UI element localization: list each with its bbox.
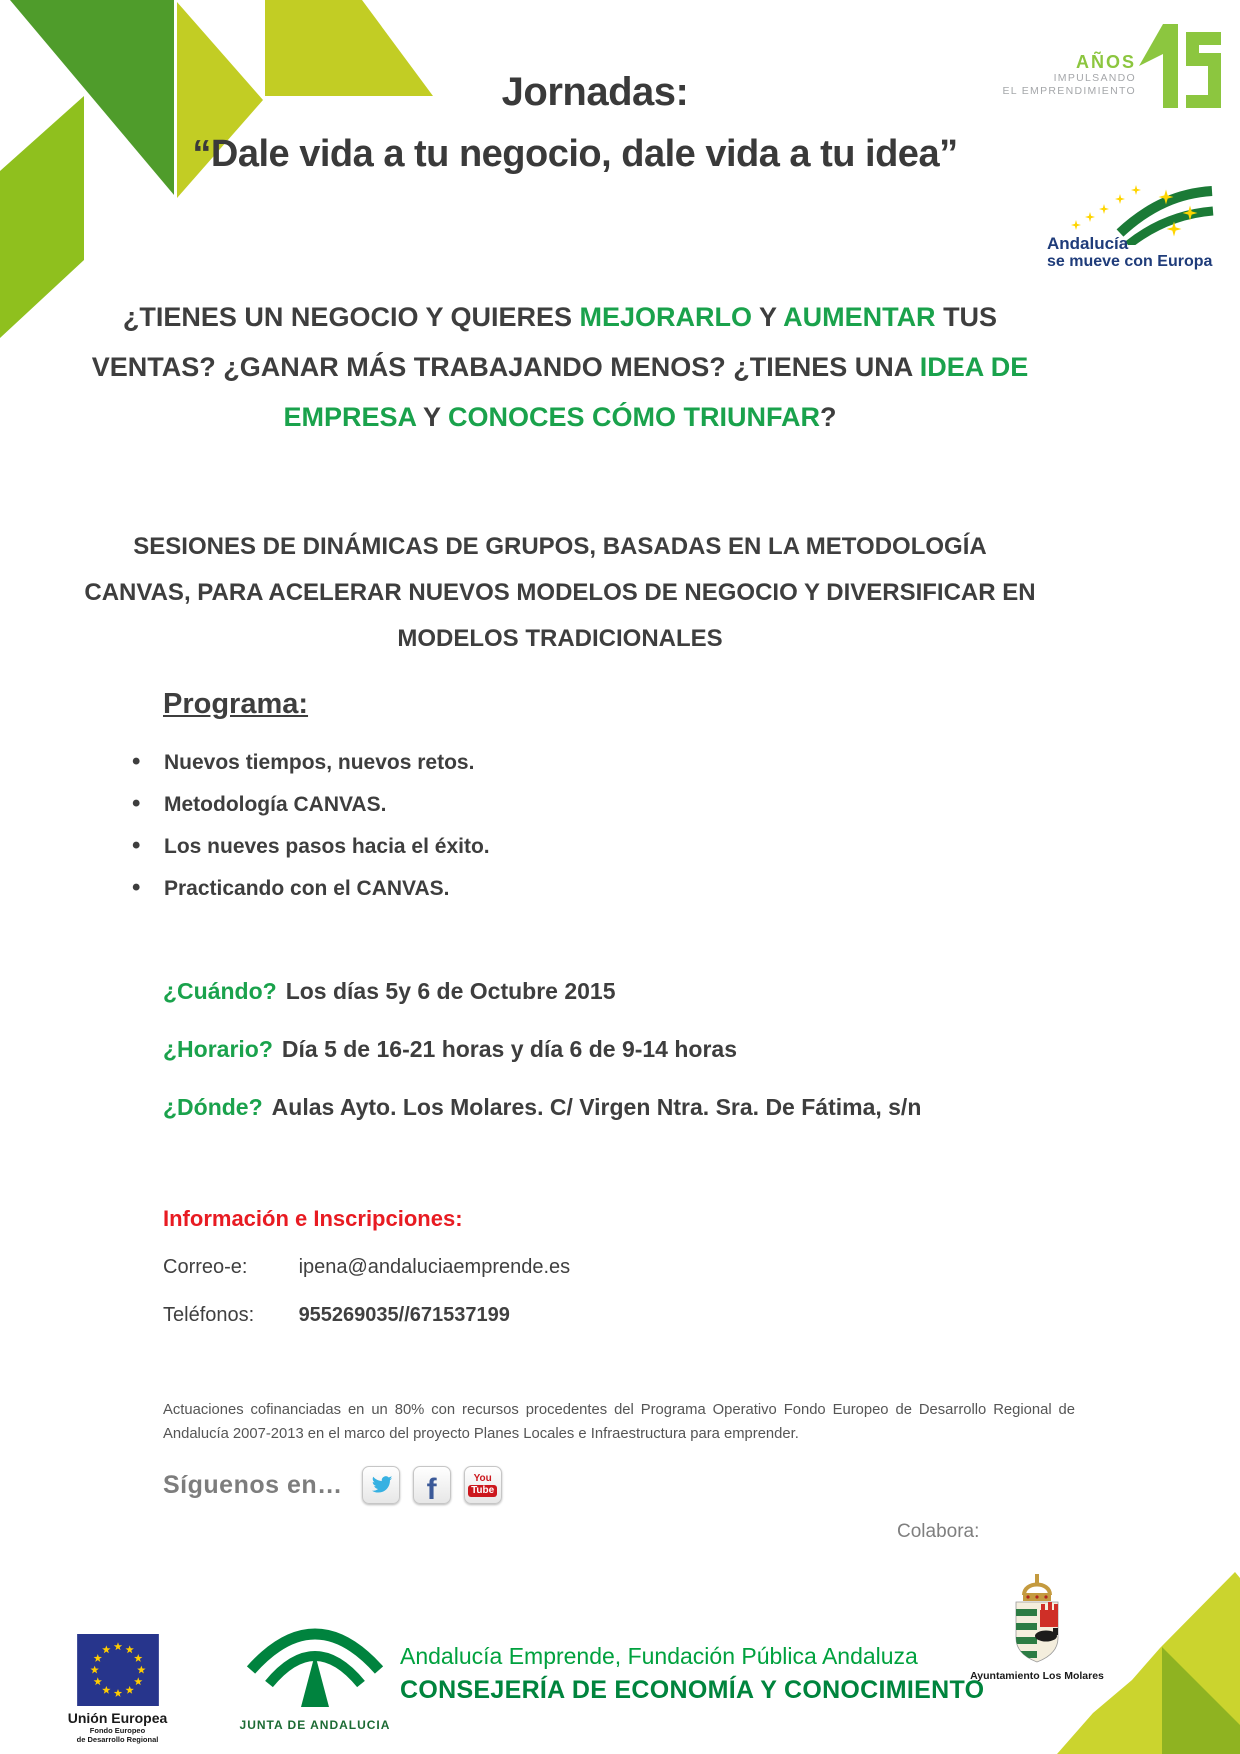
program-item: • Los nueves pasos hacia el éxito. — [130, 834, 490, 860]
phone-value: 955269035//671537199 — [298, 1304, 510, 1326]
legal-fine-print: Actuaciones cofinanciadas en un 80% con recursos procedentes del Programa Operativo Fondo Europeo de Desarrollo Regional de Andalucía 2007-2013 en el marco del proyecto Planes Locales e Infraestructura para emprender. — [163, 1402, 1075, 1442]
eu-flag-icon — [76, 1634, 160, 1706]
email-row — [163, 1256, 570, 1279]
youtube-you-label: You — [473, 1472, 492, 1484]
logo-15-numeral-icon — [1136, 22, 1222, 108]
answer-where: Aulas Ayto. Los Molares. C/ Virgen Ntra. Sra. De Fátima, s/n — [271, 1094, 922, 1120]
logo-15-tagline-2: EL EMPRENDIMIENTO — [1002, 85, 1136, 97]
twitter-icon[interactable] — [362, 1466, 400, 1504]
entity-line1: Andalucía Emprende, Fundación Pública Andaluza — [400, 1643, 918, 1669]
ayuntamiento-caption: Ayuntamiento Los Molares — [970, 1670, 1104, 1682]
youtube-wordmark — [468, 1474, 497, 1497]
detail-row-schedule — [163, 1036, 737, 1063]
twitter-bird-icon — [368, 1472, 394, 1498]
junta-logo-block — [235, 1612, 395, 1732]
sessions-line-3: MODELOS TRADICIONALES — [397, 625, 723, 652]
eu-fund-line1: Fondo Europeo — [89, 1726, 146, 1735]
sessions-line-2: CANVAS, PARA ACELERAR NUEVOS MODELOS DE NEGOCIO Y DIVERSIFICAR EN — [84, 579, 1036, 606]
program-heading: Programa: — [163, 688, 309, 720]
program-list — [130, 750, 490, 918]
detail-row-when — [163, 978, 616, 1005]
sessions-paragraph — [70, 524, 1050, 662]
facebook-icon[interactable] — [413, 1466, 451, 1504]
facebook-letter: f — [426, 1473, 437, 1504]
entity-line2: CONSEJERÍA DE ECONOMÍA Y CONOCIMIENTO — [400, 1676, 985, 1704]
page-title: Jornadas: — [501, 70, 689, 114]
question-when: ¿Cuándo? — [163, 978, 277, 1004]
youtube-icon[interactable] — [464, 1466, 502, 1504]
logo-15-tagline-1: IMPULSANDO — [1053, 72, 1136, 84]
phone-row — [163, 1304, 510, 1327]
follow-us-label: Síguenos en… — [163, 1470, 343, 1499]
email-value[interactable]: ipena@andaluciaemprende.es — [298, 1256, 571, 1278]
eu-fund-line2: de Desarrollo Regional — [76, 1735, 159, 1744]
program-item: • Practicando con el CANVAS. — [130, 876, 490, 902]
intro-line-2: VENTAS? ¿GANAR MÁS TRABAJANDO MENOS? ¿TIENES UNA IDEA DE — [91, 352, 1029, 382]
eu-logo-block — [60, 1634, 175, 1744]
collaborate-label: Colabora: — [897, 1521, 980, 1542]
europa-logo-line2: se mueve con Europa — [1047, 253, 1213, 270]
eu-name: Unión Europea — [67, 1710, 168, 1726]
ayuntamiento-crest-icon — [1008, 1574, 1066, 1664]
answer-when: Los días 5y 6 de Octubre 2015 — [285, 978, 616, 1004]
social-row — [163, 1466, 502, 1504]
info-heading: Información e Inscripciones: — [163, 1206, 463, 1231]
question-where: ¿Dónde? — [163, 1094, 263, 1120]
email-label: Correo-e: — [163, 1256, 248, 1278]
logo-15-years-label: AÑOS — [1075, 52, 1136, 72]
question-schedule: ¿Horario? — [163, 1036, 273, 1062]
intro-line-3: EMPRESA Y CONOCES CÓMO TRIUNFAR? — [283, 402, 837, 432]
junta-andalucia-icon — [245, 1612, 385, 1712]
answer-schedule: Día 5 de 16-21 horas y día 6 de 9-14 horas — [281, 1036, 737, 1062]
page-subtitle: “Dale vida a tu negocio, dale vida a tu idea” — [192, 133, 958, 175]
youtube-tube-label: Tube — [468, 1485, 497, 1497]
intro-line-1: ¿TIENES UN NEGOCIO Y QUIERES MEJORARLO Y AUMENTAR TUS — [122, 302, 998, 332]
sessions-line-1: SESIONES DE DINÁMICAS DE GRUPOS, BASADAS EN LA METODOLOGÍA — [133, 533, 987, 560]
europa-logo-line1: Andalucía — [1047, 234, 1129, 253]
intro-paragraph — [70, 292, 1050, 442]
program-item: • Metodología CANVAS. — [130, 792, 490, 818]
europa-logo-text — [1047, 234, 1212, 271]
detail-row-where — [163, 1094, 921, 1121]
logo-15-anios — [1002, 52, 1136, 98]
phone-label: Teléfonos: — [163, 1304, 255, 1326]
ayuntamiento-logo-block — [958, 1574, 1116, 1682]
program-item: • Nuevos tiempos, nuevos retos. — [130, 750, 490, 776]
junta-caption: JUNTA DE ANDALUCIA — [239, 1718, 391, 1732]
